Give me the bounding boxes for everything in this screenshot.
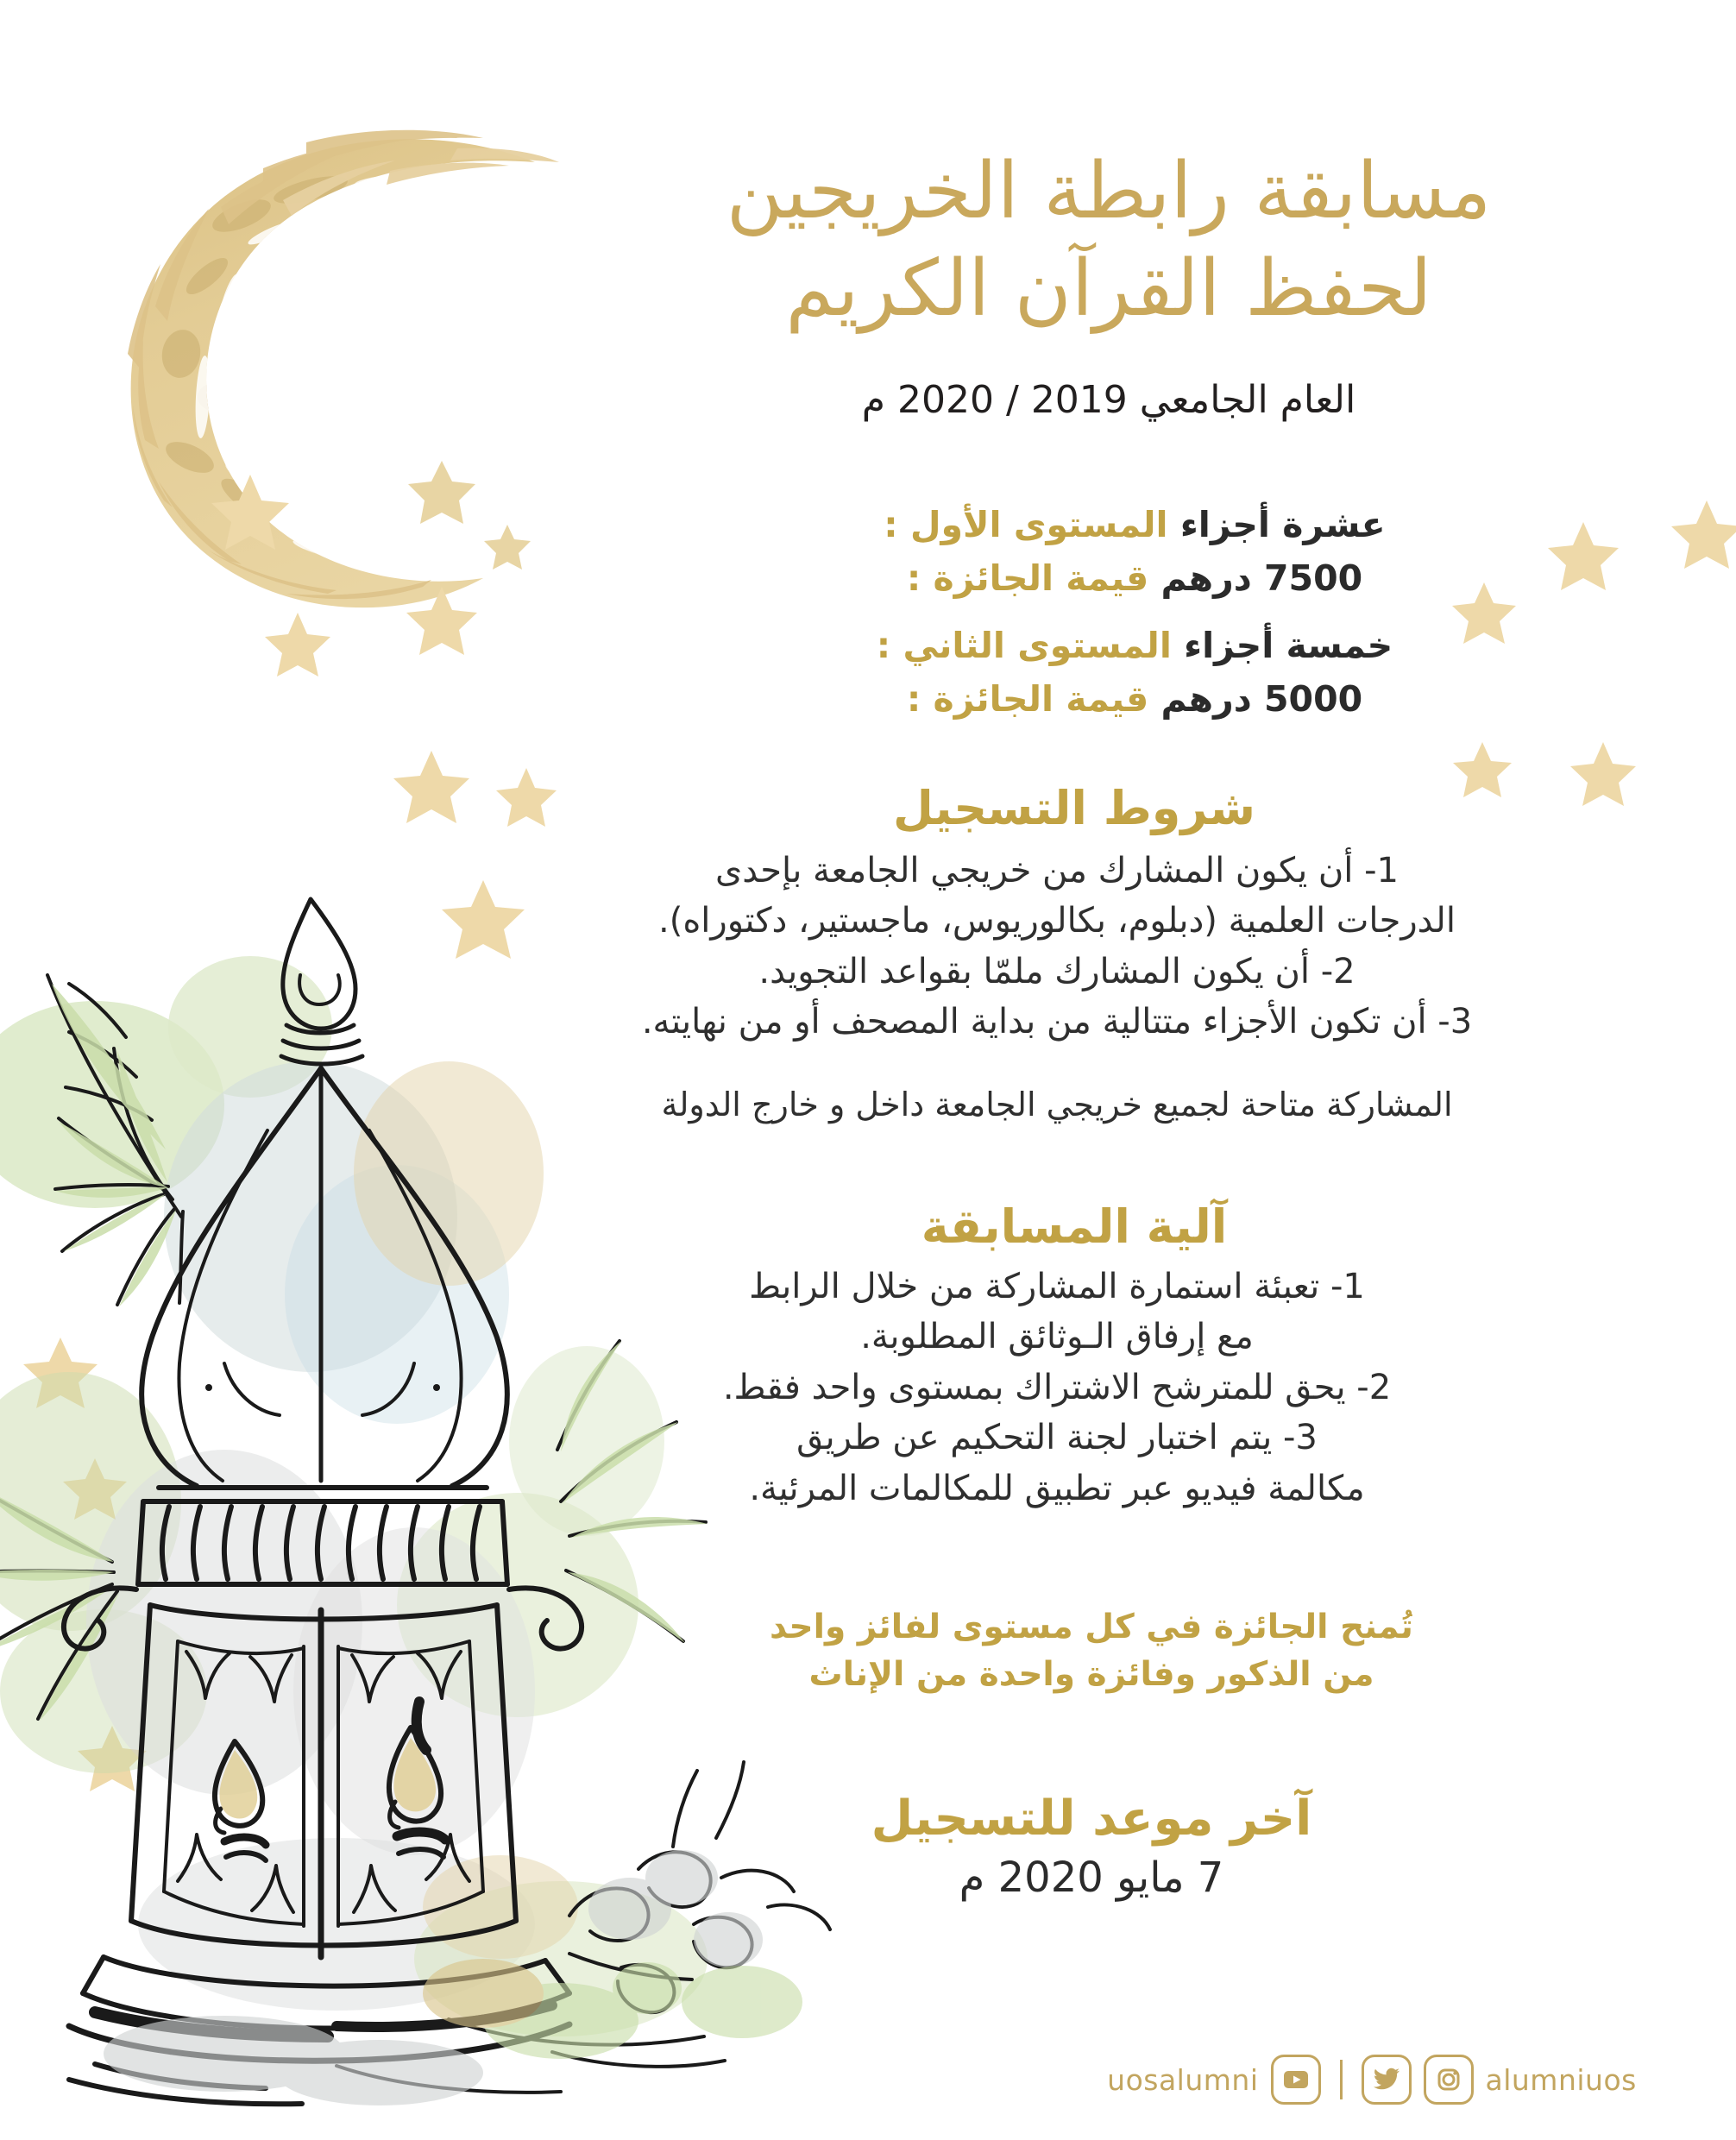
level-two-name-label: المستوى الثاني : xyxy=(876,625,1172,666)
conditions-heading: شروط التسجيل xyxy=(892,781,1256,835)
mechanism-item: 2- يحق للمترشح الاشتراك بمستوى واحد فقط. xyxy=(722,1367,1392,1407)
condition-item: 3- أن تكون الأجزاء متتالية من بداية المصحف أو من نهايته. xyxy=(641,1002,1473,1042)
page-title xyxy=(552,142,1665,338)
condition-item: 2- أن يكون المشارك ملمّا بقواعد التجويد. xyxy=(758,951,1355,991)
social-divider xyxy=(1340,2060,1343,2099)
conditions-list xyxy=(449,846,1665,1048)
level-one-name-label: المستوى الأول : xyxy=(884,504,1168,545)
level-one-name-row xyxy=(604,499,1665,552)
level-two-block xyxy=(604,620,1665,726)
mechanism-item: 1- تعبئة استمارة المشاركة من خلال الرابط xyxy=(749,1267,1365,1306)
mechanism-item: مع إرفاق الـوثائق المطلوبة. xyxy=(860,1317,1254,1357)
level-two-prize-value: 5000 درهم xyxy=(1160,677,1363,720)
instagram-handle-label: alumniuos xyxy=(1485,2062,1637,2097)
mechanism-heading: آلية المسابقة xyxy=(921,1199,1228,1254)
prize-note-line-2: من الذكور وفائزة واحدة من الإناث xyxy=(808,1655,1374,1695)
prize-note-line-1: تُمنح الجائزة في كل مستوى لفائز واحد xyxy=(770,1608,1413,1646)
deadline-date: 7 مايو 2020 م xyxy=(959,1854,1224,1902)
level-one-block xyxy=(604,499,1665,605)
social-media-bar xyxy=(1070,2052,1674,2107)
level-one-name-value: عشرة أجزاء xyxy=(1179,504,1386,545)
title-line-2: لحفظ القرآن الكريم xyxy=(785,243,1432,335)
deadline-heading: آخر موعد للتسجيل xyxy=(871,1791,1312,1847)
mechanism-item: 3- يتم اختبار لجنة التحكيم عن طريق xyxy=(796,1418,1318,1458)
level-two-name-row xyxy=(604,620,1665,673)
prize-distribution-note xyxy=(518,1603,1665,1699)
level-one-prize-row xyxy=(604,552,1665,606)
availability-note: المشاركة متاحة لجميع خريجي الجامعة داخل و خارج الدولة xyxy=(661,1086,1453,1124)
twitter-icon[interactable] xyxy=(1362,2055,1412,2105)
academic-year-label: العام الجامعي 2019 / 2020 م xyxy=(861,378,1356,422)
level-one-prize-value: 7500 درهم xyxy=(1160,557,1363,599)
condition-item: الدرجات العلمية (دبلوم، بكالوريوس، ماجستير، دكتوراه). xyxy=(658,901,1456,941)
mechanism-item: مكالمة فيديو عبر تطبيق للمكالمات المرئية. xyxy=(749,1468,1365,1508)
level-two-prize-label: قيمة الجائزة : xyxy=(906,677,1149,720)
level-two-name-value: خمسة أجزاء xyxy=(1184,625,1393,666)
crescent-moon-icon xyxy=(52,95,587,630)
condition-item: 1- أن يكون المشارك من خريجي الجامعة بإحدى xyxy=(714,851,1399,891)
title-line-1: مسابقة رابطة الخريجين xyxy=(726,146,1492,236)
youtube-handle-label: uosalumni xyxy=(1107,2062,1259,2097)
level-one-prize-label: قيمة الجائزة : xyxy=(906,557,1149,599)
mechanism-list xyxy=(449,1262,1665,1514)
level-two-prize-row xyxy=(604,673,1665,727)
youtube-icon[interactable] xyxy=(1271,2055,1321,2105)
instagram-icon[interactable] xyxy=(1424,2055,1474,2105)
